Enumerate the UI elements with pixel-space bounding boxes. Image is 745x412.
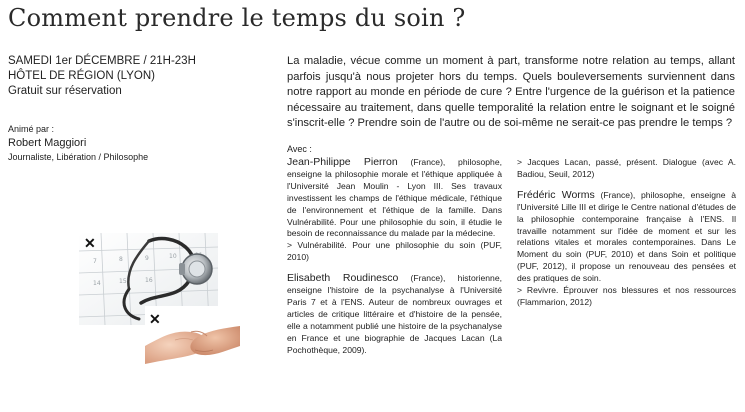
svg-text:10: 10 xyxy=(169,253,177,260)
guest-name: Elisabeth Roudinesco xyxy=(287,272,399,285)
svg-text:9: 9 xyxy=(145,255,149,262)
page-title: Comment prendre le temps du soin ? xyxy=(8,4,466,32)
event-venue: HÔTEL DE RÉGION (LYON) xyxy=(8,70,155,82)
animator-block xyxy=(8,122,268,164)
guest-entry xyxy=(287,273,502,356)
svg-text:16: 16 xyxy=(145,277,153,284)
close-icon[interactable]: ✕ xyxy=(149,311,161,327)
svg-text:14: 14 xyxy=(93,280,101,287)
guest-bio: (France), historienne, enseigne l'histoire de la psychanalyse à l'Université Paris 7 et à l'ENS. Auteur de nombreux ouvrages et articles de critique littéraire et d'histoire de la pensée, elle a notamment publié une histoire de la psychanalyse en France et une biographie de Jacques Lacan (La Pochothèque, 2009). xyxy=(287,273,502,355)
guest-name: Jean-Philippe Pierron xyxy=(287,156,398,168)
guests-column-left xyxy=(287,157,502,366)
guests-label: Avec : xyxy=(287,144,312,154)
event-date: SAMEDI 1er DÉCEMBRE / 21H-23H xyxy=(8,55,196,67)
guest-entry xyxy=(287,157,502,264)
guest-books: > Jacques Lacan, passé, présent. Dialogue (avec A. Badiou, Seuil, 2012) xyxy=(517,157,736,179)
close-icon[interactable]: ✕ xyxy=(84,235,96,251)
event-price: Gratuit sur réservation xyxy=(8,85,122,97)
guest-books: > Revivre. Éprouver nos blessures et nos ressources (Flammarion, 2012) xyxy=(517,285,736,307)
animator-role: Journaliste, Libération / Philosophe xyxy=(8,152,149,162)
svg-text:8: 8 xyxy=(119,256,123,263)
guest-bio: (France), philosophe, enseigne la philosophie morale et l'éthique appliquée à l'Université Jean Moulin - Lyon III. Ses travaux investissent les champs de l'éthique médicale, l'éthique de l'environnement et l'éthique de la famille. Dans Vulnérabilité. Pour une philosophie du soin, il étudie le besoin de reconnaissance du malade par la médecine. xyxy=(287,157,502,239)
guest-books: > Vulnérabilité. Pour une philosophie du soin (PUF, 2010) xyxy=(287,240,502,263)
guests-column-right xyxy=(517,157,736,318)
animator-name: Robert Maggiori xyxy=(8,137,87,149)
guest-entry xyxy=(517,190,736,309)
svg-text:7: 7 xyxy=(93,258,97,265)
svg-text:15: 15 xyxy=(119,278,127,285)
guest-bio: (France), philosophe, enseigne à l'Université Lille III et dirige le Centre national d'études de la philosophie contemporaine française à l'ENS. Il travaille notamment sur l'idée de moment et sur les relations vitales et morales contemporaines. Dans Le Moment du soin (PUF, 2010) et dans Soin et politique (PUF, 2012), il propose un renouveau des pensées et des pratiques de soin. xyxy=(517,189,736,284)
guest-name: Frédéric Worms xyxy=(517,188,595,201)
event-info xyxy=(8,54,268,99)
intro-paragraph: La maladie, vécue comme un moment à part, transforme notre relation au temps, allant parfois jusqu'à nous projeter hors du temps. Quels bouleversements surviennent dans notre rapport au monde en période de cure ? Entre l'urgence de la guérison et la patience nécessaire au traitement, dans quelle temporalité la relation entre le soignant et le soigné s'inscrit-elle ? Prendre soin de l'autre ou de soi-même ne serait-ce pas prendre le temps ? xyxy=(287,55,735,129)
animator-label: Animé par : xyxy=(8,124,55,134)
